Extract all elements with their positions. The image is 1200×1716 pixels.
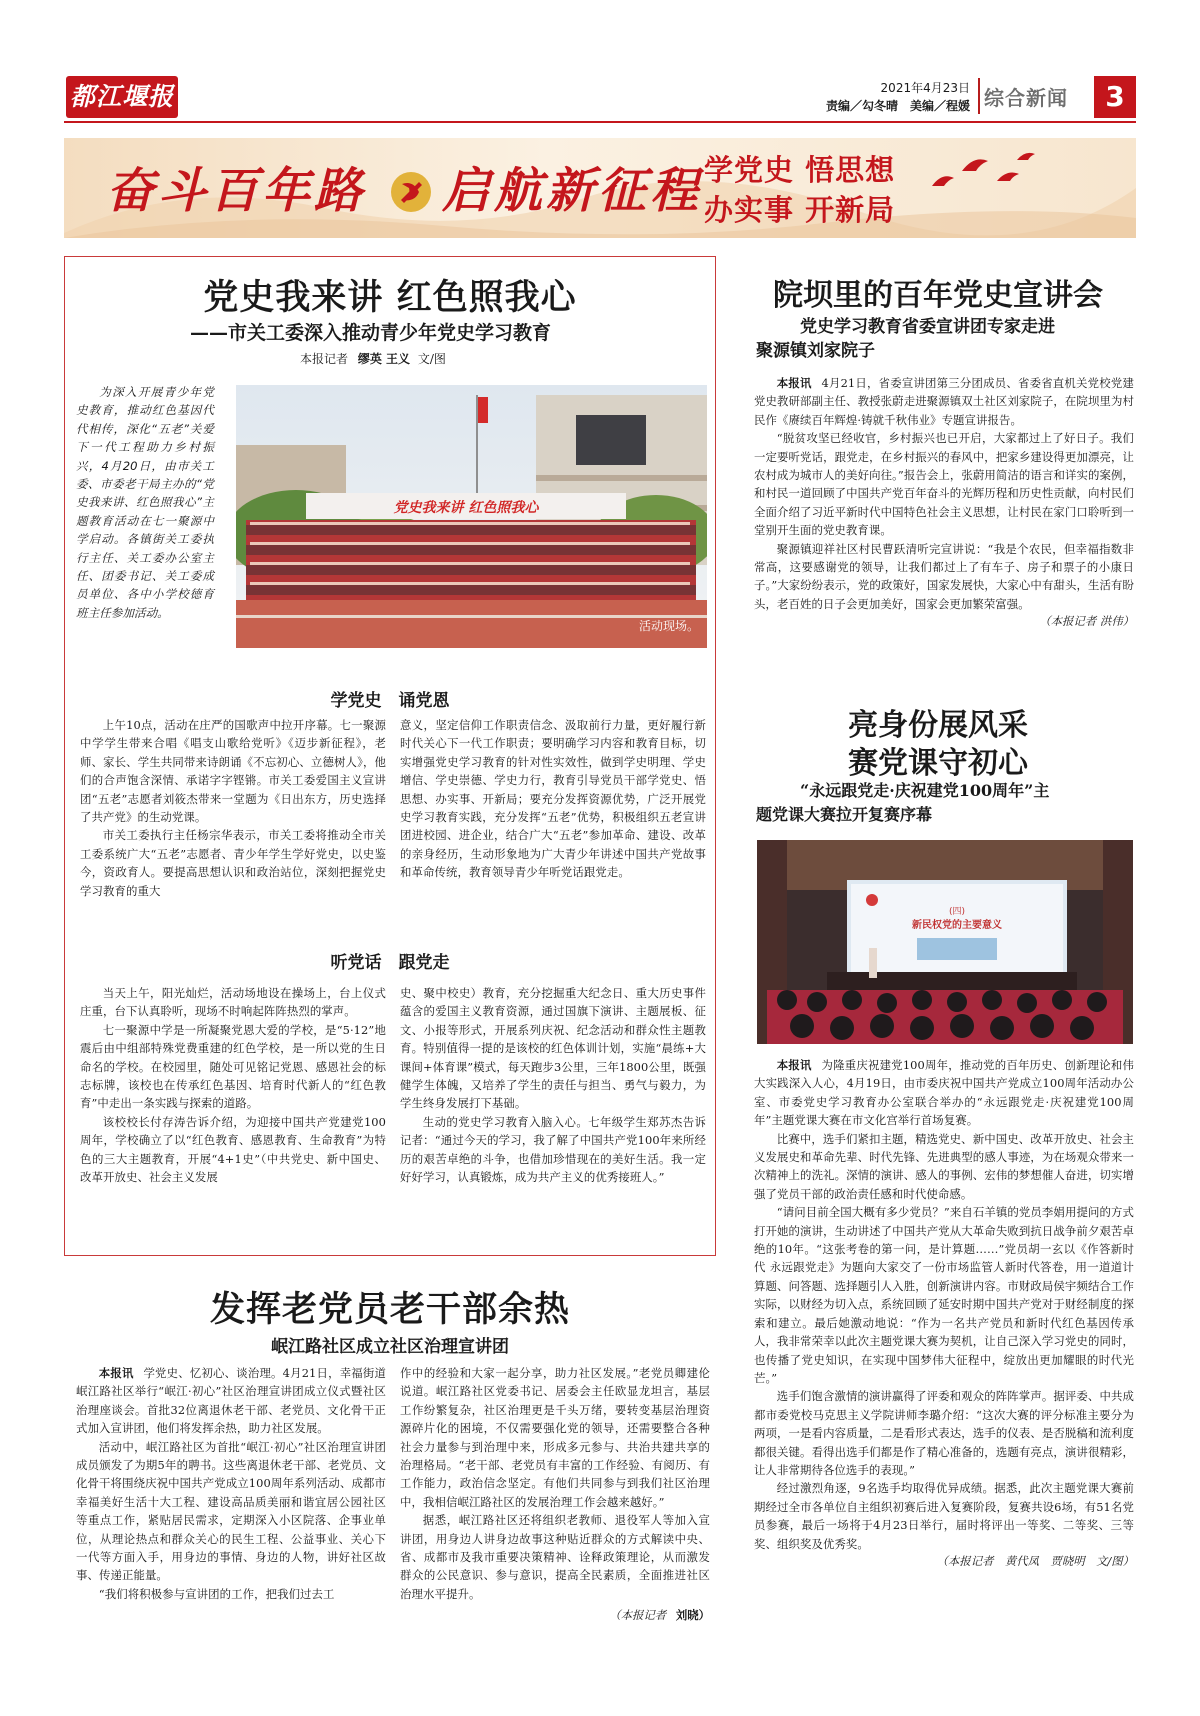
section-name: 综合新闻: [984, 86, 1068, 110]
masthead-logo: [66, 76, 178, 118]
para-text: 4月21日，省委宣讲团第三分团成员、省委省直机关党校党建党史教研部副主任、教授张蔚走进聚源镇双土社区刘家院子，在院坝里为村民作《赓续百年辉煌·铸就千秋伟业》专题宣讲报告。: [754, 376, 1134, 427]
article-3-body: [754, 374, 1134, 629]
para-text: 学党史、忆初心、谈治理。4月21日，幸福街道岷江路社区举行“岷江·初心”社区治理宣讲团成立仪式暨社区治理座谈会。首批32位离退休老干部、老党员、文化骨干正式加入宣讲团，他们将发挥余热，助力社区发展。: [76, 1366, 386, 1436]
article-4-para: 经过激烈角逐，9名选手均取得优异成绩。据悉，此次主题党课大赛前期经过全市各单位自主组织初赛后进入复赛阶段，复赛共设6场，有51名党员参赛，最后一场将于4月23日举行，届时将评出一等奖、二等奖、三等奖、组织奖及优秀奖。: [754, 1481, 1134, 1551]
lead-label: 本报讯: [98, 1366, 134, 1380]
article-1-section-1-col-right: [400, 716, 706, 882]
article-4-subtitle-2: 题党课大赛拉开复赛序幕: [756, 805, 933, 824]
article-4-photo: [757, 840, 1133, 1044]
article-1-section-1-title: 学党史 诵党恩: [330, 691, 450, 711]
article-2-para: 据悉，岷江路社区还将组织老教师、退役军人等加入宣讲团，用身边人讲身边故事这种贴近群众的方式解读中央、省、成都市及我市重要决策精神、诠释政策理论，从而激发群众的公民意识、参与意识，提高全民素质，全面推进社区治理水平提升。: [400, 1513, 710, 1601]
article-4-subtitle-1: “永远跟党走·庆祝建党100周年”主: [800, 781, 1050, 800]
article-3-subtitle-2: 聚源镇刘家院子: [756, 341, 875, 361]
article-1-s1-para: 意义，坚定信仰工作职责信念、汲取前行力量，更好履行新时代关心下一代工作职责；要明确学习内容和教育目标，切实增强党史学习教育的针对性实效性，做到学史明理、学史增信、学史崇德、学史力行，教育引导党员干部学党史、悟思想、办实事、开新局；要充分发挥资源优势，广泛开展党史学习教育实践，充分发挥“五老”优势，积极组织五老宣讲团进校园、进企业，结合广大“五老”参加革命、建设、改革的亲身经历，生动形象地为广大青少年讲述中国共产党故事和革命传统，教育领导青少年听党话跟党走。: [400, 718, 706, 880]
article-1-section-2-col-left: [80, 984, 386, 1186]
byline-prefix: 本报记者: [300, 352, 349, 366]
article-1-section-2-col-right: [400, 984, 706, 1186]
photo-screen-text: 新民权党的主要意义: [912, 920, 1002, 931]
article-1-photo-caption: 活动现场。: [638, 619, 699, 633]
party-emblem-icon: [389, 170, 433, 214]
article-1-s1-para: 上午10点，活动在庄严的国歌声中拉开序幕。七一聚源中学学生带来合唱《唱支山歌给党听》《迈步新征程》，老师、家长、学生共同带来诗朗诵《不忘初心、立德树人》，他们的合声饱含深情、承诺字字铿锵。市关工委爱国主义宣讲团“五老”志愿者刘筱杰带来一堂题为《日出东方，历史选择了共产党》的生动党课。: [80, 718, 386, 825]
article-2-title: 发挥老党员老干部余热: [209, 1289, 570, 1330]
banner-left-text: 奋斗百年路: [106, 163, 367, 219]
article-2-byline: [400, 1607, 710, 1623]
article-2-para: 活动中，岷江路社区为首批“岷江·初心”社区治理宣讲团成员颁发了为期5年的聘书。这些离退休老干部、老党员、文化骨干将围绕庆祝中国共产党成立100周年系列活动、成都市幸福美好生活十大工程、建设高品质美丽和谐宜居公园社区等重点工作，紧贴居民需求，定期深入小区院落、企事业单位，从理论热点和群众关心的民生工程、公益事业、关心下一代等方面入手，用身边的事情、身边的人物，讲好社区故事、传递正能量。: [76, 1439, 386, 1583]
article-4-para: 比赛中，选手们紧扣主题，精选党史、新中国史、改革开放史、社会主义发展史和革命先辈、时代先锋、先进典型的感人事迹，为在场观众带来一次精神上的洗礼。深情的演讲、感人的事例、宏伟的梦想催人奋进，切实增强了党员干部的政治责任感和时代使命感。: [754, 1131, 1134, 1201]
masthead-rule: [64, 121, 1136, 123]
article-4-body: [754, 1056, 1134, 1569]
article-2-col-left: [76, 1364, 386, 1603]
article-4-title-1: 亮身份展风采: [848, 708, 1028, 743]
article-3-para: “脱贫攻坚已经收官，乡村振兴也已开启，大家都过上了好日子。我们一定要听党话，跟党走，在乡村振兴的春风中，把家乡建设得更加漂亮，让农村成为城市人的美好向往。”报告会上，张蔚用简洁的语言和详实的案例，和村民一道回顾了中国共产党百年奋斗的光辉历程和历史性贡献，向村民们全面介绍了习近平新时代中国特色社会主义思想，让村民在家门口聆听到一堂别开生面的党史教育课。: [754, 431, 1134, 538]
article-1-title: 党史我来讲 红色照我心: [203, 277, 577, 318]
article-1-s1-para: 市关工委执行主任杨宗华表示，市关工委将推动全市关工委系统广大“五老”志愿者、青少年学生学好党史，以史鉴今，资政育人。要提高思想认识和政治站位，深刻把握党史学习教育的重大: [80, 828, 386, 898]
photo-screen-heading: (四): [948, 907, 966, 917]
article-2-para: “我们将积极参与宣讲团的工作，把我们过去工: [98, 1586, 335, 1601]
banner-slogan-line1: 学党史 悟思想: [704, 153, 896, 187]
article-2-para: [76, 1364, 386, 1438]
article-1-s2-para: 史、聚中校史）教育，充分挖掘重大纪念日、重大历史事件蕴含的爱国主义教育资源，通过国旗下演讲、主题展板、征文、小报等形式，开展系列庆祝、纪念活动和群众性主题教育。特别值得一提的是该校的红色体训计划，实施“晨练+大课间+体育课”模式，每天跑步3公里，三年1800公里，既强健学生体魄，又培养了学生的责任与担当、勇气与毅力，为学生终身发展打下基础。: [400, 986, 706, 1111]
article-3-para: [754, 374, 1134, 429]
article-1-photo: [236, 385, 707, 648]
article-4-para: [754, 1056, 1134, 1130]
lead-label: 本报讯: [776, 376, 812, 390]
article-1-lead: 为深入开展青少年党史教育，推动红色基因代代相传，深化“五老”关爱下一代工程助力乡村振兴，4月20日，由市关工委、市委老干局主办的“党史我来讲、红色照我心”主题教育活动在七一聚源中学启动。各镇街关工委执行主任、关工委办公室主任、团委书记、关工委成员单位、各中小学校德育班主任参加活动。: [76, 385, 214, 620]
article-1-s2-para: 生动的党史学习教育入脑入心。七年级学生郑苏杰告诉记者：“通过今天的学习，我了解了中国共产党100年来所经历的艰苦卓绝的斗争，也借加珍惜现在的美好生活。我一定好好学习，认真锻炼，成为共产主义的优秀接班人。”: [400, 1114, 706, 1185]
paper-name: 都江堰报: [69, 82, 174, 111]
banner-slogan-line2: 办实事 开新局: [704, 193, 896, 227]
article-4-byline: （本报记者 黄代凤 贾晓明 文/图）: [936, 1553, 1134, 1568]
article-1-s2-para: 当天上午，阳光灿烂，活动场地设在操场上，台上仪式庄重，台下认真聆听，现场不时响起阵阵热烈的掌声。: [80, 986, 386, 1019]
masthead-editors: 责编／勾冬晴 美编／程媛: [825, 99, 970, 113]
article-1-byline: [300, 350, 446, 367]
byline-prefix: （本报记者: [609, 1608, 667, 1623]
article-4-para: “请问目前全国大概有多少党员？”来自石羊镇的党员李娟用提问的方式打开她的演讲，生动讲述了中国共产党从大革命失败到抗日战争前夕艰苦卓绝的10年。“这张考卷的第一问，是计算题……”党员胡一玄以《作答新时代 永远跟党走》为题向大家交了一份市场监管人新时代答卷，用一道道计算题、问答题、选择题引人入胜，创新演讲内容。市财政局侯宇频结合工作实际，以财经为切入点，系统回顾了延安时期中国共产党对于财经制度的探索和建立。最后她激动地说：“作为一名共产党员和新时代红色基因传承人，我非常荣幸以此次主题党课大赛为契机，让自己深入学习党史的同时，也传播了党史知识，在实现中国梦伟大征程中，绽放出更加耀眼的时代光芒。”: [754, 1205, 1134, 1385]
article-3-title: 院坝里的百年党史宣讲会: [773, 278, 1103, 313]
article-4-title-2: 赛党课守初心: [848, 746, 1028, 781]
article-1-section-1-col-left: [80, 716, 386, 900]
theme-banner: [64, 138, 1136, 238]
masthead: [0, 0, 1200, 125]
banner-right-text: 启航新征程: [442, 163, 703, 219]
article-1-s2-para: 该校校长付存涛告诉介绍，为迎接中国共产党建党100周年，学校确立了以“红色教育、感恩教育、生命教育”为特色的三大主题教育，开展“4+1史”（中共党史、新中国史、改革开放史、社会主义发展: [80, 1114, 386, 1185]
para-text: 为隆重庆祝建党100周年，推动党的百年历史、创新理论和伟大实践深入人心，4月19日，由市委庆祝中国共产党成立100周年活动办公室、市委党史学习教育办公室联合举办的“永远跟党走·庆祝建党100周年”主题党课大赛在市文化宫举行首场复赛。: [754, 1058, 1134, 1128]
doves-icon: [922, 146, 1042, 206]
masthead-divider: [978, 78, 980, 114]
byline-names: 刘晓）: [675, 1608, 710, 1623]
photo-banner-text: 党史我来讲 红色照我心: [393, 500, 539, 516]
article-2-subtitle: 岷江路社区成立社区治理宣讲团: [271, 1337, 509, 1357]
byline-names: 缪英 王义: [357, 352, 411, 366]
masthead-date: 2021年4月23日: [880, 81, 970, 95]
article-3-subtitle-1: 党史学习教育省委宣讲团专家走进: [800, 317, 1055, 337]
article-3-para: 聚源镇迎祥社区村民曹跃清听完宣讲说：“我是个农民，但幸福指数非常高，这要感谢党的领导，让我们都过上了有车子、房子和票子的小康日子。”大家纷纷表示，党的政策好，国家发展快，大家心中有甜头，生活有盼头，老百姓的日子会更加美好，国家会更加繁荣富强。: [754, 541, 1134, 611]
article-1-s2-para: 七一聚源中学是一所凝聚党恩大爱的学校，是“5·12”地震后由中组部特殊党费重建的红色学校，是一所以党的生日命名的学校。在校园里，随处可见铭记党恩、感恩社会的标志标牌，该校也在传承红色基因、培育时代新人的“红色教育”中走出一条实践与探索的道路。: [80, 1022, 386, 1111]
article-1-section-2-title: 听党话 跟党走: [330, 953, 450, 973]
lead-label: 本报讯: [776, 1058, 812, 1072]
article-4-para: 选手们饱含激情的演讲赢得了评委和观众的阵阵掌声。据评委、中共成都市委党校马克思主义学院讲师李璐介绍：“这次大赛的评分标准主要分为两项，一是看内容质量，二是看形式表达，选手的仪表、是否脱稿和流利度都很关键。看得出选手们都是作了精心准备的，选题有亮点，演讲很精彩，让人非常期待各位选手的表现。”: [754, 1389, 1134, 1477]
article-2-para: 作中的经验和大家一起分享，助力社区发展。”老党员卿建伦说道。岷江路社区党委书记、居委会主任欧显龙坦言，基层工作纷繁复杂，社区治理更是千头万绪，要转变基层治理资源碎片化的困境，不仅需要强化党的领导，还需要整合各种社会力量参与到治理中来，形成多元参与、共治共建共享的治理格局。“老干部、老党员有丰富的工作经验、有阅历、有工作能力，政治信念坚定。有他们共同参与到我们社区治理中，我相信岷江路社区的发展治理工作会越来越好。”: [400, 1366, 710, 1509]
article-2-col-right: [400, 1364, 710, 1623]
article-1-subtitle: ——市关工委深入推动青少年党史学习教育: [190, 322, 552, 344]
page-number: 3: [1094, 76, 1136, 118]
byline-suffix: 文/图: [417, 352, 446, 366]
article-3-byline: （本报记者 洪伟）: [1039, 614, 1134, 629]
